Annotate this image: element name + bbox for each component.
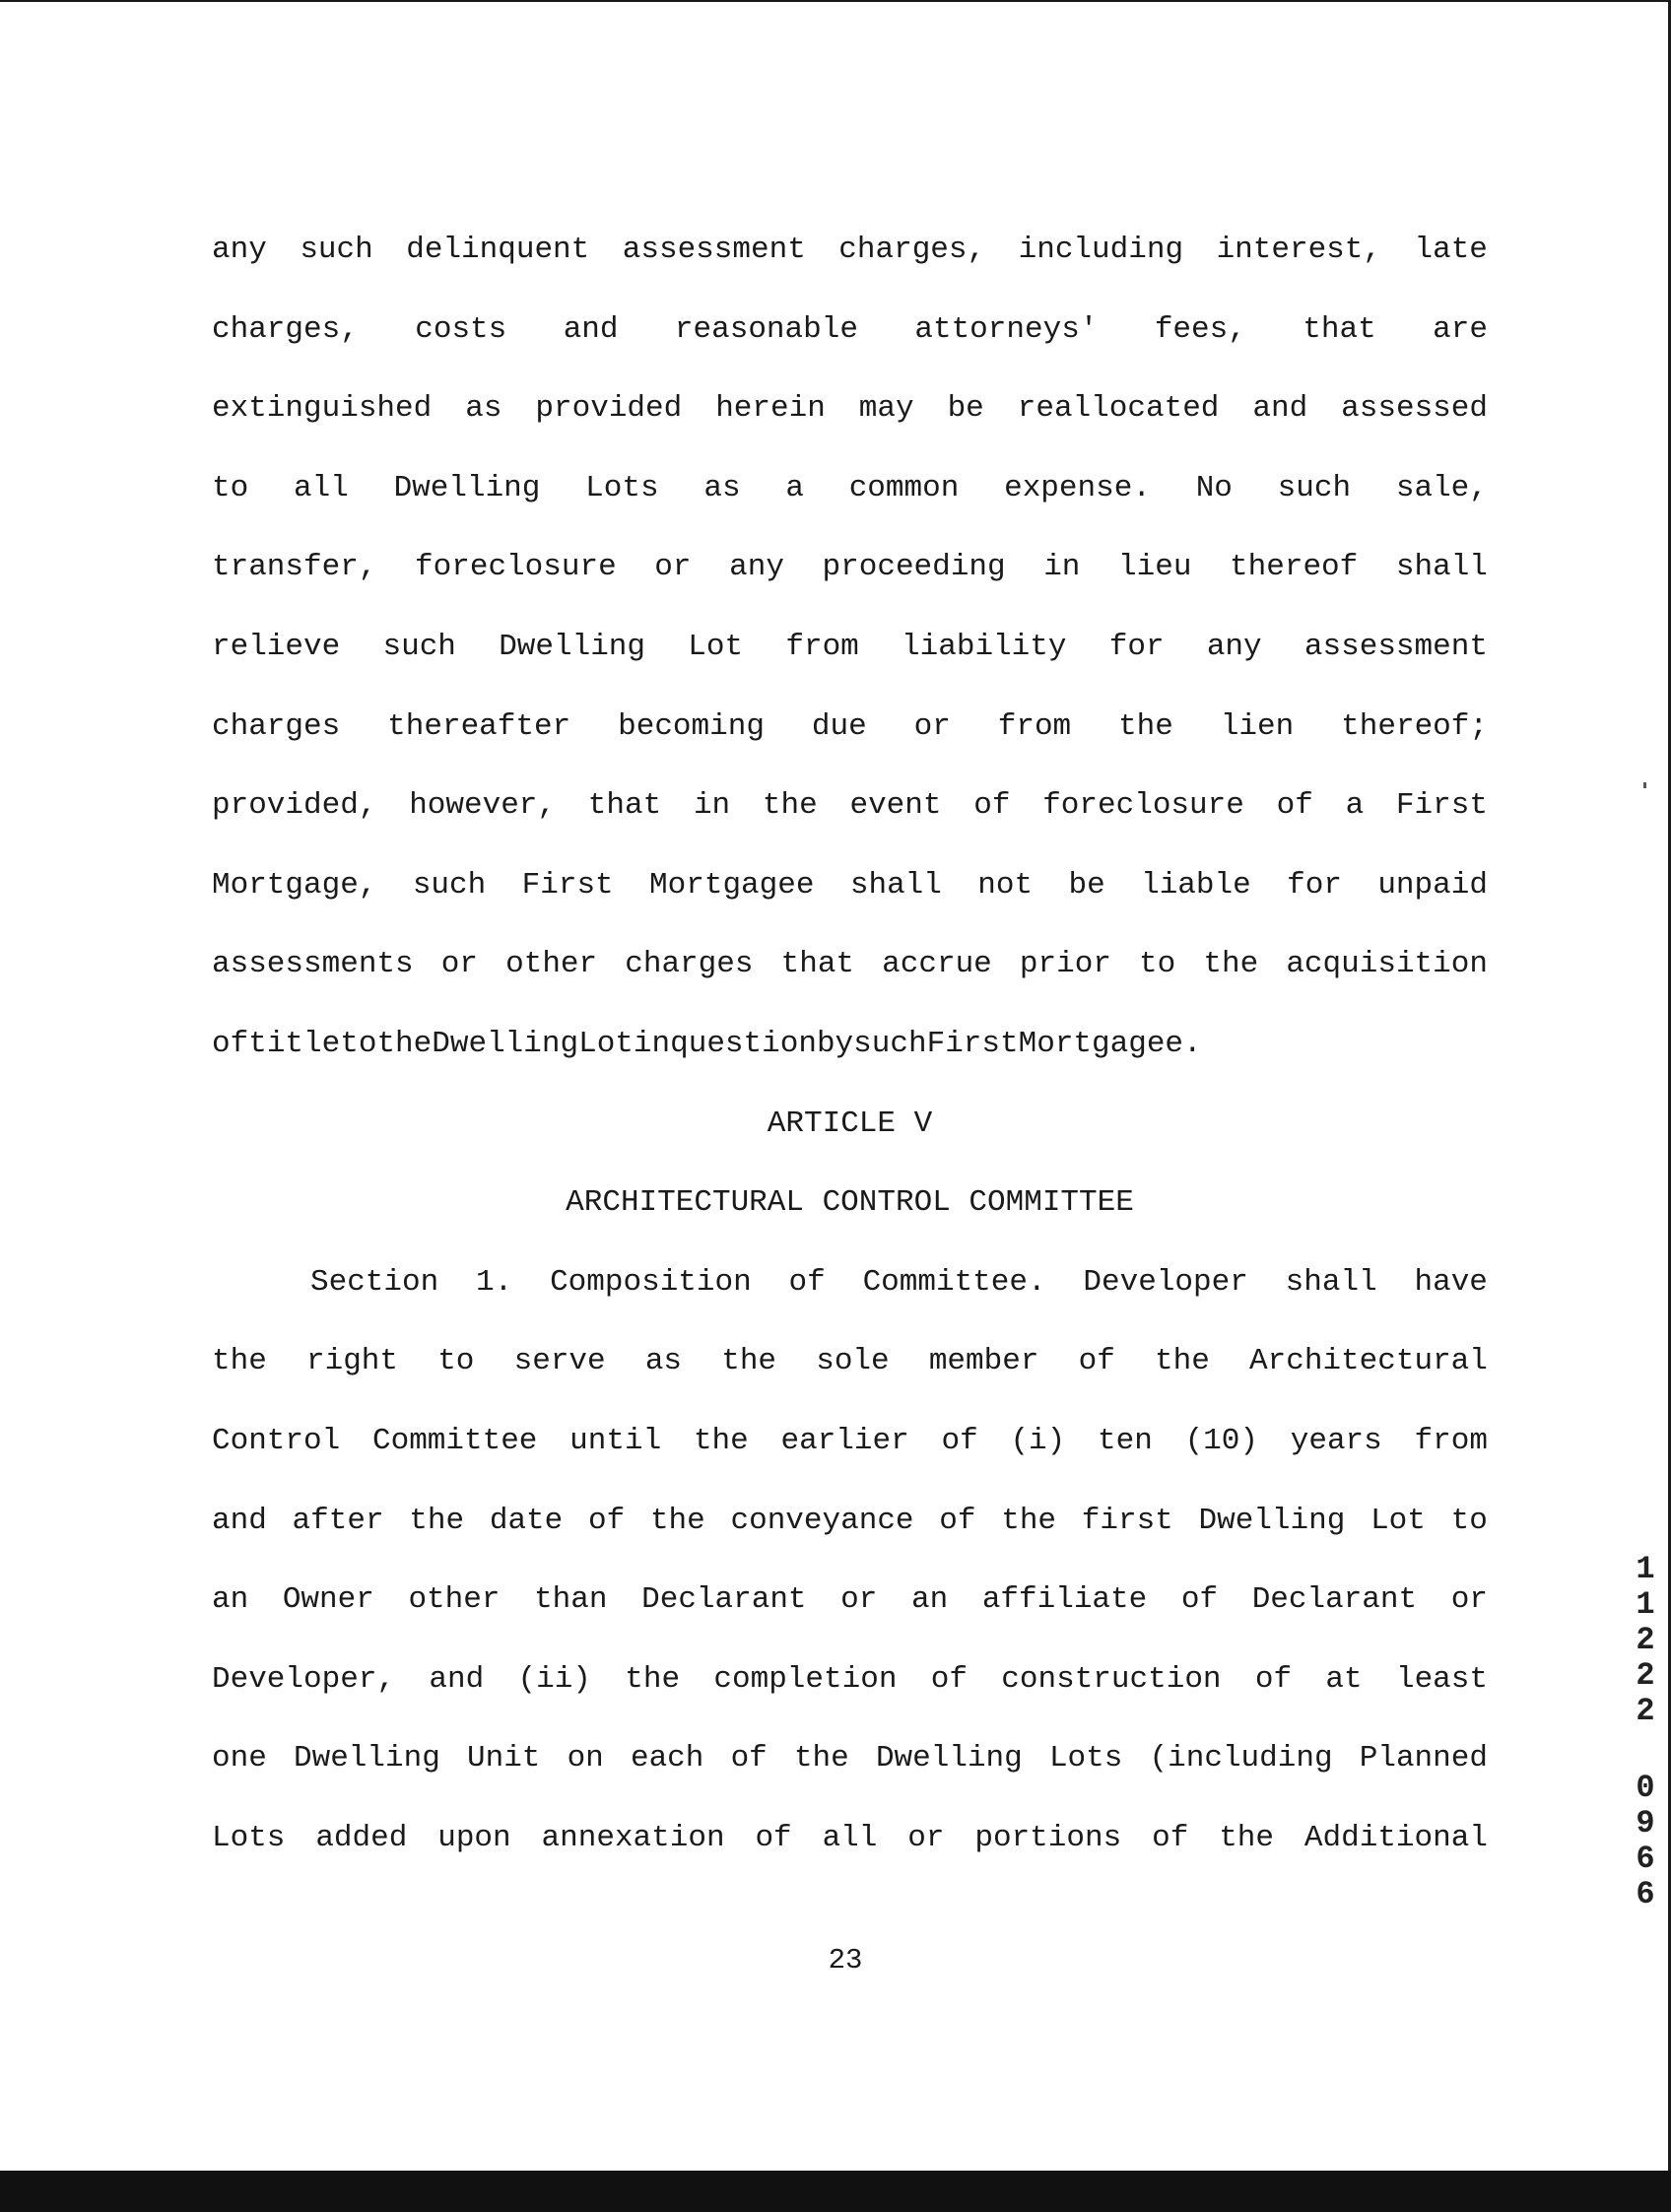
word: the <box>409 1503 465 1538</box>
word: portions <box>974 1820 1122 1855</box>
word: herein <box>715 391 826 427</box>
word: the <box>1001 1503 1057 1538</box>
word: relieve <box>212 629 341 664</box>
word: Owner <box>282 1582 374 1618</box>
stamp-digit: 1 <box>1636 1551 1655 1587</box>
word: from <box>997 708 1072 744</box>
word: date <box>489 1503 564 1538</box>
word: and <box>212 1503 267 1538</box>
word: that <box>1303 311 1376 347</box>
margin-stamp-number <box>1631 1552 1660 1912</box>
word: sale, <box>1395 470 1488 505</box>
word: to <box>1450 1503 1488 1538</box>
word: of <box>930 1661 968 1697</box>
word: may <box>858 391 914 427</box>
word: of <box>730 1741 768 1776</box>
word: in <box>1043 550 1081 585</box>
word: the <box>376 1026 433 1061</box>
word: the <box>1118 708 1173 744</box>
word: earlier <box>780 1423 909 1458</box>
word: and <box>1252 391 1308 427</box>
word: charges, <box>838 233 986 267</box>
word: be <box>1068 867 1105 903</box>
word: expense. <box>1004 470 1151 505</box>
word: of <box>1180 1582 1219 1618</box>
word: the <box>212 1344 267 1379</box>
word: all <box>822 1820 878 1855</box>
word: the <box>1203 947 1259 982</box>
word: Lots <box>212 1820 286 1855</box>
word: least <box>1395 1661 1488 1697</box>
word: to <box>437 1344 475 1379</box>
word: and <box>563 311 619 347</box>
word: upon <box>437 1820 511 1855</box>
word: 1. <box>476 1264 513 1300</box>
word: in <box>633 1026 671 1061</box>
word: the <box>693 1423 749 1458</box>
stamp-digit: 6 <box>1636 1876 1655 1912</box>
word: or <box>907 1820 945 1855</box>
word: that <box>587 788 662 824</box>
word: by <box>816 1026 854 1061</box>
word: fees, <box>1154 311 1246 347</box>
section-line <box>212 1496 1488 1575</box>
word: after <box>292 1503 384 1538</box>
word: Dwelling <box>293 1741 440 1776</box>
word: No <box>1195 470 1233 505</box>
word: an <box>910 1582 949 1618</box>
word: of <box>939 1503 976 1538</box>
word: assessments <box>212 947 414 982</box>
word: Dwelling <box>499 629 646 664</box>
text-line <box>212 225 1488 304</box>
word: Declarant <box>641 1582 807 1618</box>
word: to <box>1139 947 1176 982</box>
word: of <box>973 788 1011 824</box>
word: the <box>721 1344 777 1379</box>
word: completion <box>713 1661 898 1697</box>
word: Composition <box>550 1264 752 1300</box>
section-line <box>212 1416 1488 1496</box>
article-heading: ARTICLE V <box>767 1106 933 1141</box>
text-line <box>212 780 1488 860</box>
word: conveyance <box>730 1503 914 1538</box>
word: any <box>212 233 267 267</box>
word: of <box>1276 788 1313 824</box>
word: or <box>840 1582 878 1618</box>
word: Dwelling <box>1198 1503 1346 1538</box>
word: Mortgagee. <box>1018 1026 1202 1061</box>
scan-speck <box>1643 782 1646 788</box>
word: Developer, <box>212 1661 396 1697</box>
word: transfer, <box>212 550 377 585</box>
word: for <box>1108 629 1165 664</box>
word: or <box>913 708 951 744</box>
word: of <box>941 1423 978 1458</box>
text-line <box>212 542 1488 622</box>
word: reasonable <box>674 311 858 347</box>
word: assessment <box>622 233 806 267</box>
word: Lot <box>688 629 744 664</box>
section-line <box>212 1257 1488 1337</box>
word: all <box>293 470 349 505</box>
word: First <box>926 1026 1019 1061</box>
word: Committee. <box>862 1264 1046 1300</box>
word: the <box>625 1661 681 1697</box>
word: becoming <box>618 708 765 744</box>
word: Committee <box>371 1423 538 1458</box>
word: Lots <box>1048 1741 1123 1776</box>
section-line <box>212 1654 1488 1734</box>
word: Additional <box>1303 1820 1488 1855</box>
word: (including <box>1149 1741 1333 1776</box>
word: ten <box>1098 1423 1153 1458</box>
word: and <box>429 1661 485 1697</box>
word: shall <box>1395 550 1488 585</box>
word: provided <box>535 391 683 427</box>
word: Lots <box>585 470 659 505</box>
text-line <box>212 860 1488 940</box>
word: accrue <box>882 947 992 982</box>
word: Declarant <box>1251 1582 1418 1618</box>
text-line <box>212 383 1488 463</box>
word: prior <box>1019 947 1111 982</box>
word: from <box>1414 1423 1488 1458</box>
word: a <box>785 470 804 505</box>
word: as <box>703 470 741 505</box>
word: (i) <box>1010 1423 1066 1458</box>
word: as <box>465 391 502 427</box>
word: Planned <box>1359 1741 1488 1776</box>
stamp-digit: 9 <box>1636 1805 1655 1842</box>
word: Lot <box>578 1026 634 1061</box>
word: shall <box>1285 1264 1377 1300</box>
word: attorneys' <box>914 311 1099 347</box>
text-line <box>212 939 1488 1019</box>
word: any <box>1206 629 1262 664</box>
text-line <box>212 702 1488 781</box>
word: other <box>408 1582 501 1618</box>
word: the <box>1155 1344 1210 1379</box>
word: however, <box>409 788 557 824</box>
section-line <box>212 1336 1488 1416</box>
word: on <box>567 1741 604 1776</box>
word: title <box>248 1026 341 1061</box>
word: at <box>1325 1661 1363 1697</box>
stamp-digit: 0 <box>1636 1770 1655 1806</box>
word: as <box>644 1344 683 1379</box>
word: years <box>1290 1423 1382 1458</box>
section-line <box>212 1575 1488 1654</box>
word: costs <box>415 311 507 347</box>
word: (ii) <box>517 1661 591 1697</box>
stamp-digit: 1 <box>1636 1586 1655 1623</box>
word: due <box>811 708 867 744</box>
word: of <box>588 1503 626 1538</box>
word: in <box>693 788 731 824</box>
word: (10) <box>1184 1423 1258 1458</box>
word: proceeding <box>822 550 1006 585</box>
word: of <box>755 1820 792 1855</box>
word: late <box>1414 233 1488 267</box>
word: of <box>1152 1820 1189 1855</box>
word: the <box>649 1503 705 1538</box>
word: reallocated <box>1017 391 1220 427</box>
word: be <box>947 391 984 427</box>
word: including <box>1018 233 1184 267</box>
word: interest, <box>1216 233 1381 267</box>
word: charges, <box>212 311 359 347</box>
word: have <box>1414 1264 1488 1300</box>
word: common <box>848 470 960 505</box>
stamp-digit: 2 <box>1636 1622 1655 1658</box>
word: Lot <box>1370 1503 1426 1538</box>
word: any <box>729 550 784 585</box>
word: acquisition <box>1286 947 1488 982</box>
word: one <box>212 1741 267 1776</box>
word: until <box>569 1423 662 1458</box>
text-line <box>212 622 1488 702</box>
word: first <box>1081 1503 1173 1538</box>
word: sole <box>816 1344 890 1379</box>
word: affiliate <box>981 1582 1148 1618</box>
word: unpaid <box>1377 867 1488 903</box>
text-line <box>212 463 1488 543</box>
word: foreclosure <box>1042 788 1244 824</box>
word: assessment <box>1303 629 1488 664</box>
word: not <box>977 867 1034 903</box>
article-title: ARCHITECTURAL CONTROL COMMITTEE <box>566 1185 1134 1221</box>
word: charges <box>212 708 341 744</box>
word: Control <box>212 1423 341 1458</box>
stamp-digit: 2 <box>1636 1657 1655 1694</box>
word: lieu <box>1118 550 1192 585</box>
word: from <box>785 629 859 664</box>
word: or <box>654 550 692 585</box>
scan-edge-top <box>0 0 1671 2</box>
word: event <box>849 788 942 824</box>
word: right <box>306 1344 399 1379</box>
word: the <box>793 1741 849 1776</box>
word: the <box>1219 1820 1275 1855</box>
word: Architectural <box>1249 1344 1488 1379</box>
word: than <box>534 1582 608 1618</box>
word: or <box>1450 1582 1488 1618</box>
word: to <box>212 470 249 505</box>
word: such <box>1277 470 1352 505</box>
word: of <box>788 1264 826 1300</box>
word: such <box>853 1026 927 1061</box>
document-body <box>212 225 1488 1892</box>
word: Mortgagee <box>649 867 815 903</box>
text-line <box>212 304 1488 384</box>
word: or <box>440 947 478 982</box>
word: Dwelling <box>432 1026 579 1061</box>
word: Developer <box>1083 1264 1248 1300</box>
word: each <box>630 1741 704 1776</box>
word: First <box>521 867 614 903</box>
word: of <box>212 1026 249 1061</box>
word: other <box>505 947 598 982</box>
word: liable <box>1141 867 1251 903</box>
word: question <box>670 1026 817 1061</box>
word: delinquent <box>406 233 590 267</box>
word: such <box>382 629 456 664</box>
word: liability <box>902 629 1067 664</box>
word: are <box>1433 311 1488 347</box>
word: Unit <box>466 1741 541 1776</box>
word: provided, <box>212 788 377 824</box>
word: member <box>928 1344 1039 1379</box>
text-line <box>212 1019 1488 1099</box>
word: lien <box>1220 708 1295 744</box>
word: of <box>1078 1344 1115 1379</box>
section-line <box>212 1733 1488 1813</box>
word: added <box>315 1820 408 1855</box>
word: of <box>1254 1661 1293 1697</box>
word: such <box>300 233 373 267</box>
word: that <box>780 947 855 982</box>
stamp-digit: 2 <box>1636 1693 1655 1729</box>
word: for <box>1287 867 1342 903</box>
page-number: 23 <box>828 1944 863 1977</box>
word: annexation <box>541 1820 725 1855</box>
word: charges <box>625 947 754 982</box>
word: such <box>412 867 487 903</box>
word: Dwelling <box>393 470 541 505</box>
word: Mortgage, <box>212 867 377 903</box>
word: foreclosure <box>415 550 617 585</box>
word: thereof <box>1230 550 1359 585</box>
word: assessed <box>1341 391 1488 427</box>
word: extinguished <box>212 391 433 427</box>
word: Dwelling <box>875 1741 1023 1776</box>
word: the <box>762 788 818 824</box>
word: thereafter <box>387 708 571 744</box>
word: construction <box>1001 1661 1222 1697</box>
word: a <box>1345 788 1365 824</box>
word: shall <box>849 867 942 903</box>
word: serve <box>513 1344 606 1379</box>
word: Section <box>310 1264 439 1300</box>
word: First <box>1395 788 1488 824</box>
stamp-gap <box>1631 1729 1660 1771</box>
scan-edge-bottom <box>0 2171 1671 2212</box>
word: an <box>212 1582 249 1618</box>
stamp-digit: 6 <box>1636 1841 1655 1877</box>
section-line <box>212 1813 1488 1893</box>
word: thereof; <box>1341 708 1488 744</box>
word: to <box>340 1026 377 1061</box>
